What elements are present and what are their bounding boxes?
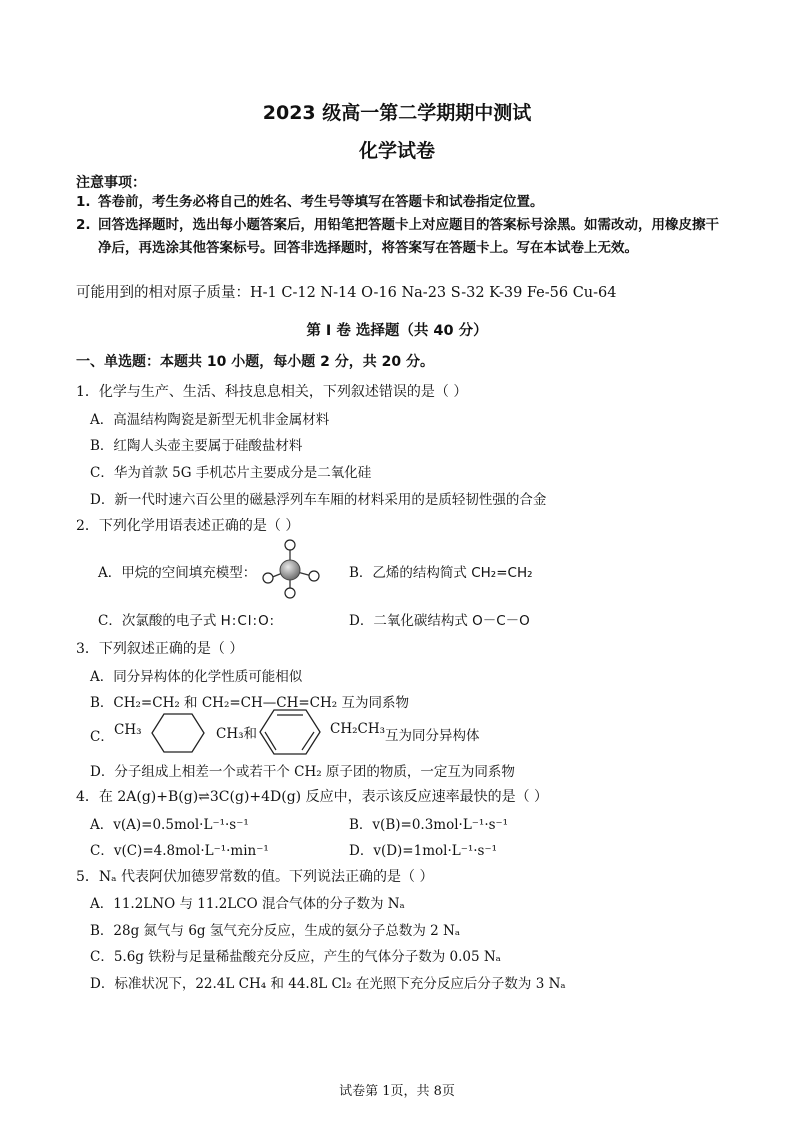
q2-stem: 2．下列化学用语表述正确的是（ ） (76, 518, 300, 534)
q3-option-c-left: CH₃ (114, 722, 142, 738)
methane-space-filling-icon (258, 538, 322, 598)
note-number: 2. (76, 217, 91, 233)
q1-option-b: B．红陶人头壶主要属于硅酸盐材料 (90, 438, 303, 454)
q5-stem: 5．Nₐ 代表阿伏加德罗常数的值。下列说法正确的是（ ） (76, 869, 434, 885)
q4-option-b: B．v(B)=0.3mol·L⁻¹·s⁻¹ (349, 817, 509, 833)
q2-option-b-label: B．乙烯的结构简式 (349, 565, 467, 581)
q5-option-a: A．11.2LNO 与 11.2LCO 混合气体的分子数为 Nₐ (90, 896, 405, 912)
part-title: 一、单选题：本题共 10 小题，每小题 2 分，共 20 分。 (76, 354, 434, 370)
benzene-ring-icon (258, 708, 322, 756)
q3-option-c-right: CH₂CH₃ (330, 721, 386, 737)
q3-option-c-label: C． (90, 729, 114, 745)
q3-option-a: A．同分异构体的化学性质可能相似 (90, 669, 303, 685)
note-text: 回答选择题时，选出每小题答案后，用铅笔把答题卡上对应题目的答案标号涂黑。如需改动，用橡皮擦干净后，再选涂其他答案标号。回答非选择题时，将答案写在答题卡上。写在本试卷上无效。 (98, 217, 719, 256)
q4-option-a: A．v(A)=0.5mol·L⁻¹·s⁻¹ (90, 817, 249, 833)
q2-option-c-label: C．次氯酸的电子式 (98, 613, 217, 629)
q3-option-b: B．CH₂=CH₂ 和 CH₂=CH—CH=CH₂ 互为同系物 (90, 695, 409, 711)
q3-option-c-tail: 互为同分异构体 (385, 728, 480, 744)
q5-option-b: B．28g 氮气与 6g 氢气充分反应，生成的氨分子总数为 2 Nₐ (90, 923, 461, 939)
note-number: 1. (76, 194, 91, 210)
hypochlorous-electron-formula: H:Cl:O: (220, 613, 276, 629)
q1-option-a: A．高温结构陶瓷是新型无机非金属材料 (90, 412, 330, 428)
exam-title: 2023 级高一第二学期期中测试 (262, 102, 532, 124)
notes-heading: 注意事项： (76, 175, 146, 191)
note-text: 答卷前，考生务必将自己的姓名、考生号等填写在答题卡和试卷指定位置。 (98, 194, 544, 210)
q2-option-d-label: D．二氧化碳结构式 (349, 613, 468, 629)
ethylene-formula: CH₂=CH₂ (471, 565, 533, 581)
q5-option-c: C．5.6g 铁粉与足量稀盐酸充分反应，产生的气体分子数为 0.05 Nₐ (90, 949, 501, 965)
q4-stem: 4．在 2A(g)+B(g)⇌3C(g)+4D(g) 反应中，表示该反应速率最快的是（ ） (76, 789, 549, 805)
q1-stem: 1．化学与生产、生活、科技息息相关，下列叙述错误的是（ ） (76, 384, 468, 400)
q5-option-d: D．标准状况下，22.4L CH₄ 和 44.8L Cl₂ 在光照下充分反应后分子数为 3 Nₐ (90, 976, 566, 992)
page-footer: 试卷第 1页，共 8页 (339, 1084, 455, 1099)
q4-option-c: C．v(C)=4.8mol·L⁻¹·min⁻¹ (90, 843, 269, 859)
q3-option-d: D．分子组成上相差一个或若干个 CH₂ 原子团的物质，一定互为同系物 (90, 764, 515, 780)
q1-option-c: C．华为首款 5G 手机芯片主要成分是二氧化硅 (90, 465, 372, 481)
q2-option-d (349, 609, 530, 629)
atomic-masses: 可能用到的相对原子质量：H-1 C-12 N-14 O-16 Na-23 S-32 K-39 Fe-56 Cu-64 (76, 285, 617, 301)
section-title: 第 Ⅰ 卷 选择题（共 40 分） (306, 323, 488, 339)
q2-option-a: A．甲烷的空间填充模型： (98, 565, 257, 581)
q2-option-b (349, 561, 533, 581)
q1-option-d: D．新一代时速六百公里的磁悬浮列车车厢的材料采用的是质轻韧性强的合金 (90, 492, 547, 508)
exam-subtitle: 化学试卷 (358, 140, 435, 162)
co2-structural-formula: O－C－O (472, 613, 530, 629)
q3-option-c-mid: CH₃和 (216, 726, 258, 742)
q2-option-c (98, 609, 275, 629)
q4-option-d: D．v(D)=1mol·L⁻¹·s⁻¹ (349, 843, 498, 859)
q3-stem: 3．下列叙述正确的是（ ） (76, 641, 244, 657)
cyclohexane-ring-icon (150, 712, 206, 754)
